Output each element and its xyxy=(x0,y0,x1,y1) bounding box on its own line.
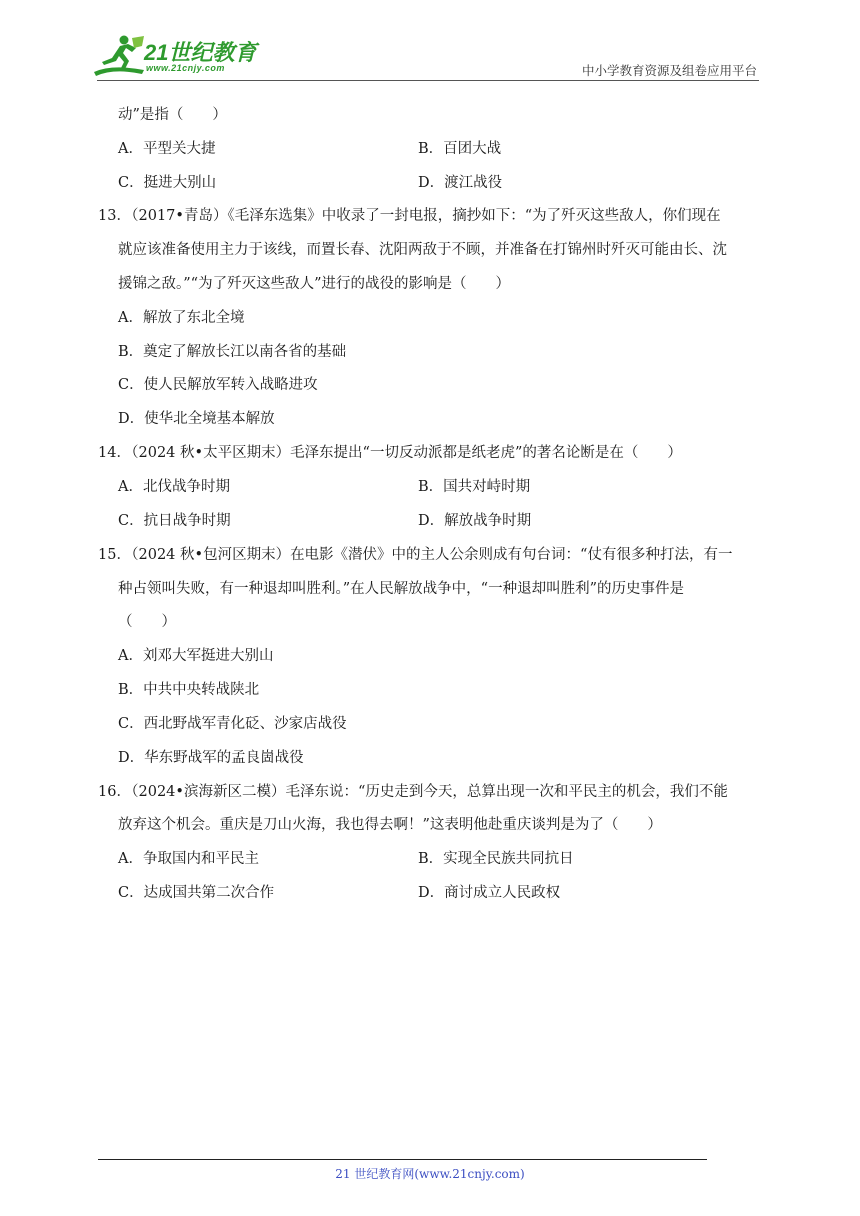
question-number: 14． xyxy=(98,445,131,461)
option-d: D．解放战争时期 xyxy=(418,513,532,529)
logo-url: www.21cnjy.com xyxy=(146,63,225,73)
option-b: B．中共中央转战陕北 xyxy=(118,682,260,698)
platform-title: 中小学教育资源及组卷应用平台 xyxy=(581,63,757,78)
option-a: A．北伐战争时期 xyxy=(118,479,230,495)
footer-divider xyxy=(98,1159,707,1160)
option-b: B．奠定了解放长江以南各省的基础 xyxy=(118,344,347,360)
option-d: D．商讨成立人民政权 xyxy=(418,885,561,901)
option-b: B．国共对峙时期 xyxy=(418,479,531,495)
question-text-line: 就应该准备使用主力于该线，而置长春、沈阳两敌于不顾，并准备在打锦州时歼灭可能由长、沈 xyxy=(118,242,727,258)
question-text-line: （2024•滨海新区二模）毛泽东说：“历史走到今天，总算出现一次和平民主的机会，我们不能 xyxy=(124,784,728,800)
option-d: D．使华北全境基本解放 xyxy=(118,411,275,427)
question-number: 13． xyxy=(98,208,131,224)
question-text-line: 援锦之敌。”“为了歼灭这些敌人”进行的战役的影响是（ ） xyxy=(118,276,510,292)
option-c: C．挺进大别山 xyxy=(118,175,217,191)
option-b: B．实现全民族共同抗日 xyxy=(418,851,574,867)
page-header xyxy=(0,0,860,80)
option-a: A．争取国内和平民主 xyxy=(118,851,259,867)
question-number: 15． xyxy=(98,547,131,563)
site-logo xyxy=(92,34,267,78)
option-c: C．抗日战争时期 xyxy=(118,513,231,529)
option-a: A．平型关大捷 xyxy=(118,141,216,157)
question-number: 16． xyxy=(98,784,131,800)
option-d: D．渡江战役 xyxy=(418,175,503,191)
option-c: C．西北野战军青化砭、沙家店战役 xyxy=(118,716,347,732)
question-text-line: 种占领叫失败，有一种退却叫胜利。”在人民解放战争中，“一种退却叫胜利”的历史事件是 xyxy=(118,581,684,597)
runner-logo-icon xyxy=(92,34,148,78)
question-text-line: （ ） xyxy=(118,614,176,630)
question-text-line: 放弃这个机会。重庆是刀山火海，我也得去啊！”这表明他赴重庆谈判是为了（ ） xyxy=(118,817,662,833)
logo-text: 21世纪教育 xyxy=(144,40,257,65)
option-a: A．刘邓大军挺进大别山 xyxy=(118,648,274,664)
option-c: C．使人民解放军转入战略进攻 xyxy=(118,377,318,393)
question-text-line: （2017•青岛）《毛泽东选集》中收录了一封电报，摘抄如下：“为了歼灭这些敌人，你们现在 xyxy=(124,208,721,224)
question-text-line: （2024 秋•包河区期末）在电影《潜伏》中的主人公余则成有句台词：“仗有很多种打法，有一 xyxy=(124,547,733,563)
option-d: D．华东野战军的孟良崮战役 xyxy=(118,750,304,766)
option-b: B．百团大战 xyxy=(418,141,502,157)
option-c: C．达成国共第二次合作 xyxy=(118,885,275,901)
question-text-line: 动”是指（ ） xyxy=(118,107,227,123)
option-a: A．解放了东北全境 xyxy=(118,310,245,326)
footer-link[interactable]: 21 世纪教育网(www.21cnjy.com) xyxy=(335,1167,525,1181)
question-text-line: （2024 秋•太平区期末）毛泽东提出“一切反动派都是纸老虎”的著名论断是在（ ） xyxy=(124,445,682,461)
header-divider xyxy=(97,80,759,81)
